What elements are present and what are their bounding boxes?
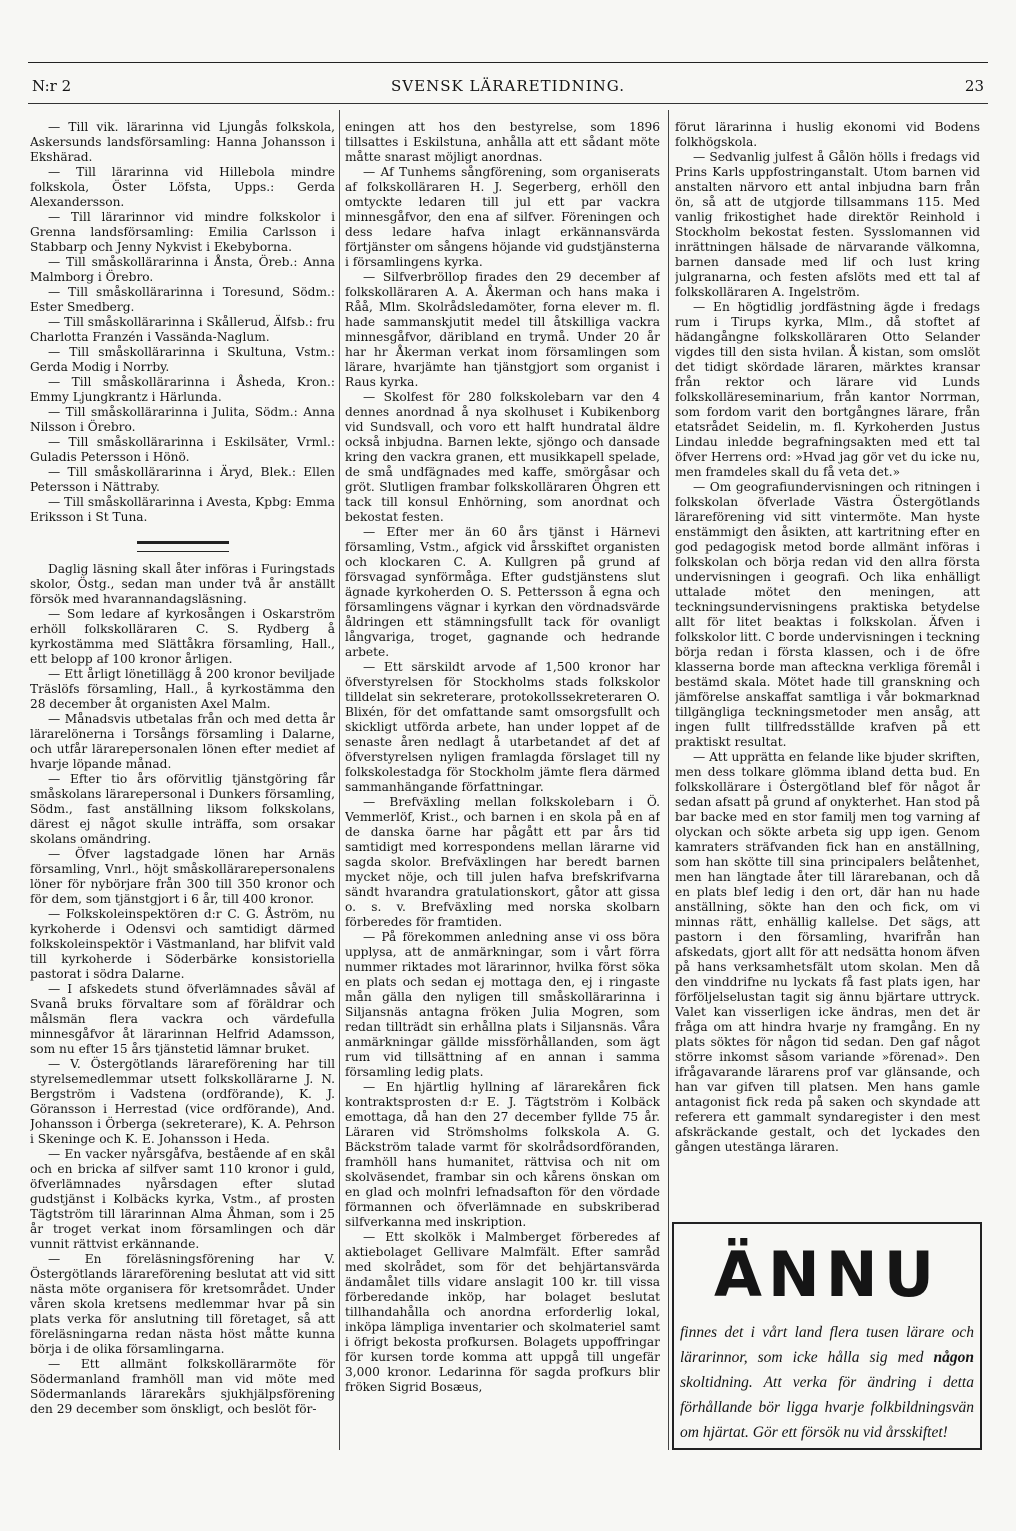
news-item: eningen att hos den bestyrelse, som 1896 tillsattes i Eskilstuna, anhålla att ett sådant möte måtte snarast möjligt anordnas. <box>345 120 660 164</box>
notice: — Till småskollärarinna i Skultuna, Vstm.: Gerda Modig i Norrby. <box>30 345 335 374</box>
notice: — Till småskollärarinna i Eskilsäter, Vrml.: Guladis Petersson i Hönö. <box>30 435 335 464</box>
news-item: — Ett särskildt arvode af 1,500 kronor har öfverstyrelsen för Stockholms stads folkskolor tilldelat sin sekreterare, protokollssekreteraren O. Blixén, för det omfattande samt omsorgsfullt och skickligt utförda arbete, han under loppet af de senaste åren nedlagt å utarbetandet af det af öfverstyrelsen nyligen framlagda förslaget till ny folkskolestadga för Stockholm jämte flera därmed sammanhängande författningar. <box>345 660 660 794</box>
page-number: 23 <box>964 77 984 95</box>
news-item: — Folkskoleinspektören d:r C. G. Åström, nu kyrkoherde i Odensvi och samtidigt därmed folkskoleinspektör i Västmanland, har blifvit vald till kyrkoherde i Söderbärke konsistoriella pastorat i södra Dalarne. <box>30 907 335 981</box>
column-1 <box>30 120 335 1450</box>
news-item: — Ett skolkök i Malmberget förberedes af aktiebolaget Gellivare Malmfält. Efter samråd med skolrådet, som för det behjärtansvärda ändamålet tills vidare anslagit 100 kr. till vissa förberedande inköp, har bolaget beslutat tillhandahålla och anordna erforderlig lokal, inköpa lämpliga inventarier och skolmateriel samt i öfrigt bekosta profkursen. Bolagets uppoffringar för kursen torde komma att uppgå till ungefär 3,000 kronor. Ledarinna för sagda profkurs blir fröken Sigrid Bosæus, <box>345 1230 660 1394</box>
notice: — Till småskollärarinna i Avesta, Kpbg: Emma Eriksson i St Tuna. <box>30 495 335 524</box>
news-item: — Efter tio års oförvitlig tjänstgöring får småskolans lärarepersonal i Dunkers församling, Södm., fast anställning liksom folkskolans, därest ej något skulle inträffa, som orsakar skolans omändring. <box>30 772 335 846</box>
news-item: Daglig läsning skall åter införas i Furingstads skolor, Östg., sedan man under två år anställt försök med hvarannandagsläsning. <box>30 562 335 606</box>
column-3 <box>675 120 980 1215</box>
notice: — Till småskollärarinna i Åsheda, Kron.: Emmy Ljungkrantz i Härlunda. <box>30 375 335 404</box>
news-item: — Månadsvis utbetalas från och med detta år lärarelönerna i Torsångs församling i Dalarne, och utfår lärarepersonalen lönen efter mediet af hvarje löpande månad. <box>30 712 335 771</box>
ad-text-part: skoltidning. Att verka för ändring i detta förhållande bör ligga hvarje folkbildningsvän om hjärtat. Gör ett försök nu vid årsskiftet! <box>680 1374 974 1441</box>
section-rule <box>137 541 229 552</box>
notice: — Till småskollärarinna i Julita, Södm.: Anna Nilsson i Örebro. <box>30 405 335 434</box>
notice: — Till småskollärarinna i Toresund, Södm.: Ester Smedberg. <box>30 285 335 314</box>
column-divider <box>668 110 669 1450</box>
newspaper-title: SVENSK LÄRARETIDNING. <box>391 77 625 95</box>
page-header <box>28 62 988 104</box>
ad-text-emphasis: någon <box>933 1349 974 1366</box>
news-item: — Om geografiundervisningen och ritningen i folkskolan öfverlade Västra Östergötlands lärareförening vid sitt vintermöte. Man hyste enstämmigt den åsikten, att kartritning efter en god pedagogisk metod borde allmänt införas i folkskolan och börja redan vid den allra första undervisningen i geografi. Och lika enhälligt uttalade mötet den meningen, att teckningsundervisningens praktiska betydelse allt för litet beaktas i folkskolan. Äfven i folkskolor litt. C borde undervisningen i teckning börja redan i första klassen, och i de öfre klasserna borde man afteckna verkliga föremål i bestämd skala. Mötet hade till granskning och jämförelse anskaffat samtliga i vår bokmarknad tillgängliga teckningsmetoder men ansåg, att ingen fullt tillfredsställde krafven på ett praktiskt resultat. <box>675 480 980 749</box>
news-item: — Af Tunhems sångförening, som organiserats af folkskolläraren H. J. Segerberg, erhöll den omtyckte ledaren till jul ett par vackra minnesgåfvor, den ena af silfver. Föreningen och dess ledare hafva inlagt erkännansvärda förtjänster om sångens höjande vid gudstjänsterna i församlingens kyrka. <box>345 165 660 269</box>
column-2 <box>345 120 660 1450</box>
news-item: — Efter mer än 60 års tjänst i Härnevi församling, Vstm., afgick vid årsskiftet organisten och klockaren C. A. Kullgren på grund af försvagad synförmåga. Efter gudstjänstens slut ägnade kyrkoherden O. S. Pettersson å egna och församlingens vägnar i kyrkan den vördnadsvärde åldringen ett stämningsfullt tack för ovanligt långvariga, troget, gagnande och hedrande arbete. <box>345 525 660 659</box>
news-item: — Öfver lagstadgade lönen har Arnäs församling, Vnrl., höjt småskollärarepersonalens löner för nybörjare från 300 till 350 kronor och för dem, som tjänstgjort i 6 år, till 400 kronor. <box>30 847 335 906</box>
news-item: — Skolfest för 280 folkskolebarn var den 4 dennes anordnad å nya skolhuset i Kubikenborg vid Sundsvall, och voro ett halft hundratal äldre också inbjudna. Barnen lekte, sjöngo och dansade kring den vackra granen, ett musikkapell spelade, de små undfägnades med kaffe, smörgåsar och gröt. Slutligen frambar folkskolläraren Öhgren ett tack till konsul Enhörning, som anordnat och bekostat festen. <box>345 390 660 524</box>
notice: — Till småskollärarinna i Skållerud, Älfsb.: fru Charlotta Franzén i Vassända-Naglum. <box>30 315 335 344</box>
news-item: — Brefväxling mellan folkskolebarn i Ö. Vemmerlöf, Krist., och barnen i en skola på en af de danska öarne har pågått ett par års tid samtidigt med korrespondens mellan lärarne vid sagda skolor. Brefväxlingen har beredt barnen mycket nöje, och till julen hafva brefskrifvarna sändt hvarandra gratulationskort, gåtor att gissa o. s. v. Brefväxling med norska skolbarn förberedes för framtiden. <box>345 795 660 929</box>
news-item: — Att upprätta en felande like bjuder skriften, men dess tolkare glömma ibland detta bud. En folkskollärare i Östergötland blef för något år sedan afsatt på grund af onykterhet. Han stod på bar backe med en stor familj men tog varning af olyckan och sökte arbeta sig upp igen. Genom kamraters sträfvanden fick han en anställning, som han skötte till sina principalers belåtenhet, men han längtade åter till lärarebanan, och då en plats blef ledig i den ort, där han nu hade anställning, sökte han den och fick, om vi minnas rätt, enhällig kallelse. Det sägs, att pastorn i den församling, hvarifrån han afskedats, gjort allt för att nedsätta honom äfven på hans verksamhetsfält utom skolan. Men då den vinddrifne nu lyckats få fast plats igen, har förföljelselustan tagit sig ännu bjärtare uttryck. Valet kan visserligen icke ändras, men det är fråga om att hindra hvarje ny framgång. En ny plats söktes för någon tid sedan. Den gaf något större inkomst såsom variande »förenad». Den ifrågavarande lärarens prof var glänsande, och han var gifven till platsen. Men hans gamle antagonist fick reda på saken och skyndade att referera ett gammalt syndaregister i den mest afskräckande gestalt, och det lyckades den gången utestänga läraren. <box>675 750 980 1154</box>
column-divider <box>339 110 340 1450</box>
issue-number: N:r 2 <box>32 77 72 95</box>
advertisement-box <box>672 1222 982 1450</box>
ad-text <box>680 1320 974 1445</box>
ad-text-part: finnes det i vårt land flera tusen lärare och lärarinnor, som icke hålla sig med <box>680 1324 974 1366</box>
notice: — Till småskollärarinna i Äryd, Blek.: Ellen Petersson i Nättraby. <box>30 465 335 494</box>
notice: — Till småskollärarinna i Ånsta, Öreb.: Anna Malmborg i Örebro. <box>30 255 335 284</box>
news-item: — En högtidlig jordfästning ägde i fredags rum i Tirups kyrka, Mlm., då stoftet af hädangångne folkskolläraren Otto Selander vigdes till den sista hvilan. Å kistan, som omslöt det tidigt skördade läraren, märktes kransar från rektor och lärare vid Lunds folkskolläreseminarium, från kantor Norrman, som fordom varit den bortgångnes lärare, från etatsrådet Seidelin, m. fl. Kyrkoherden Justus Lindau inledde begrafningsakten med ett tal öfver Herrens ord: »Hvad jag gör vet du icke nu, men framdeles skall du få veta det.» <box>675 300 980 479</box>
news-item: förut lärarinna i huslig ekonomi vid Bodens folkhögskola. <box>675 120 980 149</box>
news-item: — På förekommen anledning anse vi oss böra upplysa, att de anmärkningar, som i vårt förra nummer riktades mot lärarinnor, hvilka först söka en plats och sedan ej mottaga den, ej i ringaste mån gälla den nyligen till småskollärarinna i Siljansnäs antagna fröken Julia Mogren, som redan tillträdt sin erhållna plats i Siljansnäs. Våra anmärkningar gällde missförhållanden, som ägt rum vid tillsättning af en annan i samma församling ledig plats. <box>345 930 660 1079</box>
news-item: — Silfverbröllop firades den 29 december af folkskolläraren A. A. Åkerman och hans maka i Råå, Mlm. Skolrådsledamöter, forna elever m. fl. hade sammanskjutit medel till åtskilliga vackra minnesgåfvor, däribland en trymå. Under 20 år har hr Åkerman verkat inom församlingen som lärare, hvarjämte han tjänstgjort som organist i Raus kyrka. <box>345 270 660 389</box>
ad-headline: ÄNNU <box>713 1238 941 1311</box>
news-item: — En vacker nyårsgåfva, bestående af en skål och en bricka af silfver samt 110 kronor i guld, öfverlämnades nyårsdagen efter slutad gudstjänst i Kolbäcks kyrka, Vstm., af prosten Tägtström till lärarinnan Alma Åhman, som i 25 år troget verkat inom församlingen och där vunnit rättvist erkännande. <box>30 1147 335 1251</box>
news-item: — En föreläsningsförening har V. Östergötlands lärareförening beslutat att vid sitt nästa möte organisera för kretsområdet. Under våren skola kretsens medlemmar hvar på sin plats verka för anslutning till företaget, så att föreläsningarna redan nästa höst måtte kunna börja i de olika församlingarna. <box>30 1252 335 1356</box>
news-item: — Sedvanlig julfest å Gålön hölls i fredags vid Prins Karls uppfostringanstalt. Utom barnen vid anstalten närvoro ett antal inbjudna barn från ön, så att de utgjorde tillsammans 115. Med vanlig frikostighet hade direktör Reinhold i Stockholm bekostat festen. Sysslomannen vid inrättningen hälsade de närvarande välkomna, barnen dansade med lif och lust kring julgranarna, och festen afslöts med ett tal af folkskolläraren A. Ingelström. <box>675 150 980 299</box>
notice: — Till lärarinna vid Hillebola mindre folkskola, Öster Löfsta, Upps.: Gerda Alexandersson. <box>30 165 335 209</box>
news-item: — Ett allmänt folkskollärarmöte för Södermanland framhöll man vid möte med Södermanlands lärarekårs sjukhjälpsförening den 29 december som önskligt, och beslöt för- <box>30 1357 335 1416</box>
notice: — Till vik. lärarinna vid Ljungås folkskola, Askersunds landsförsamling: Hanna Johansson i Ekshärad. <box>30 120 335 164</box>
notice: — Till lärarinnor vid mindre folkskolor i Grenna landsförsamling: Emilia Carlsson i Stabbarp och Jenny Nykvist i Ekebyborna. <box>30 210 335 254</box>
news-item: — En hjärtlig hyllning af lärarekåren fick kontraktsprosten d:r E. J. Tägtström i Kolbäck emottaga, då han den 27 december fyllde 75 år. Läraren vid Strömsholms folkskola A. G. Bäckström talade varmt för skolrådsordföranden, framhöll hans humanitet, rättvisa och nit om skolväsendet, frambar sin och kårens önskan om en glad och molnfri lefnadsafton för den vördade förmannen och öfverlämnade en subskriberad silfverkanna med inskription. <box>345 1080 660 1229</box>
news-item: — Ett årligt lönetillägg å 200 kronor beviljade Träslöfs församling, Hall., å kyrkostämma den 28 december åt organisten Axel Malm. <box>30 667 335 711</box>
news-item: — I afskedets stund öfverlämnades såväl af Svanå bruks förvaltare som af föräldrar och målsmän flera vackra och värdefulla minnesgåfvor åt lärarinnan Helfrid Adamsson, som nu efter 15 års tjänstetid lämnar bruket. <box>30 982 335 1056</box>
news-item: — Som ledare af kyrkosången i Oskarström erhöll folkskolläraren C. S. Rydberg å kyrkostämma med Slättåkra församling, Hall., ett belopp af 100 kronor årligen. <box>30 607 335 666</box>
news-item: — V. Östergötlands lärareförening har till styrelsemedlemmar utsett folkskollärarne J. N. Bergström i Vadstena (ordförande), K. J. Göransson i Herrestad (vice ordförande), And. Johansson i Örberga (sekreterare), K. A. Pehrson i Skeninge och K. E. Johansson i Heda. <box>30 1057 335 1146</box>
